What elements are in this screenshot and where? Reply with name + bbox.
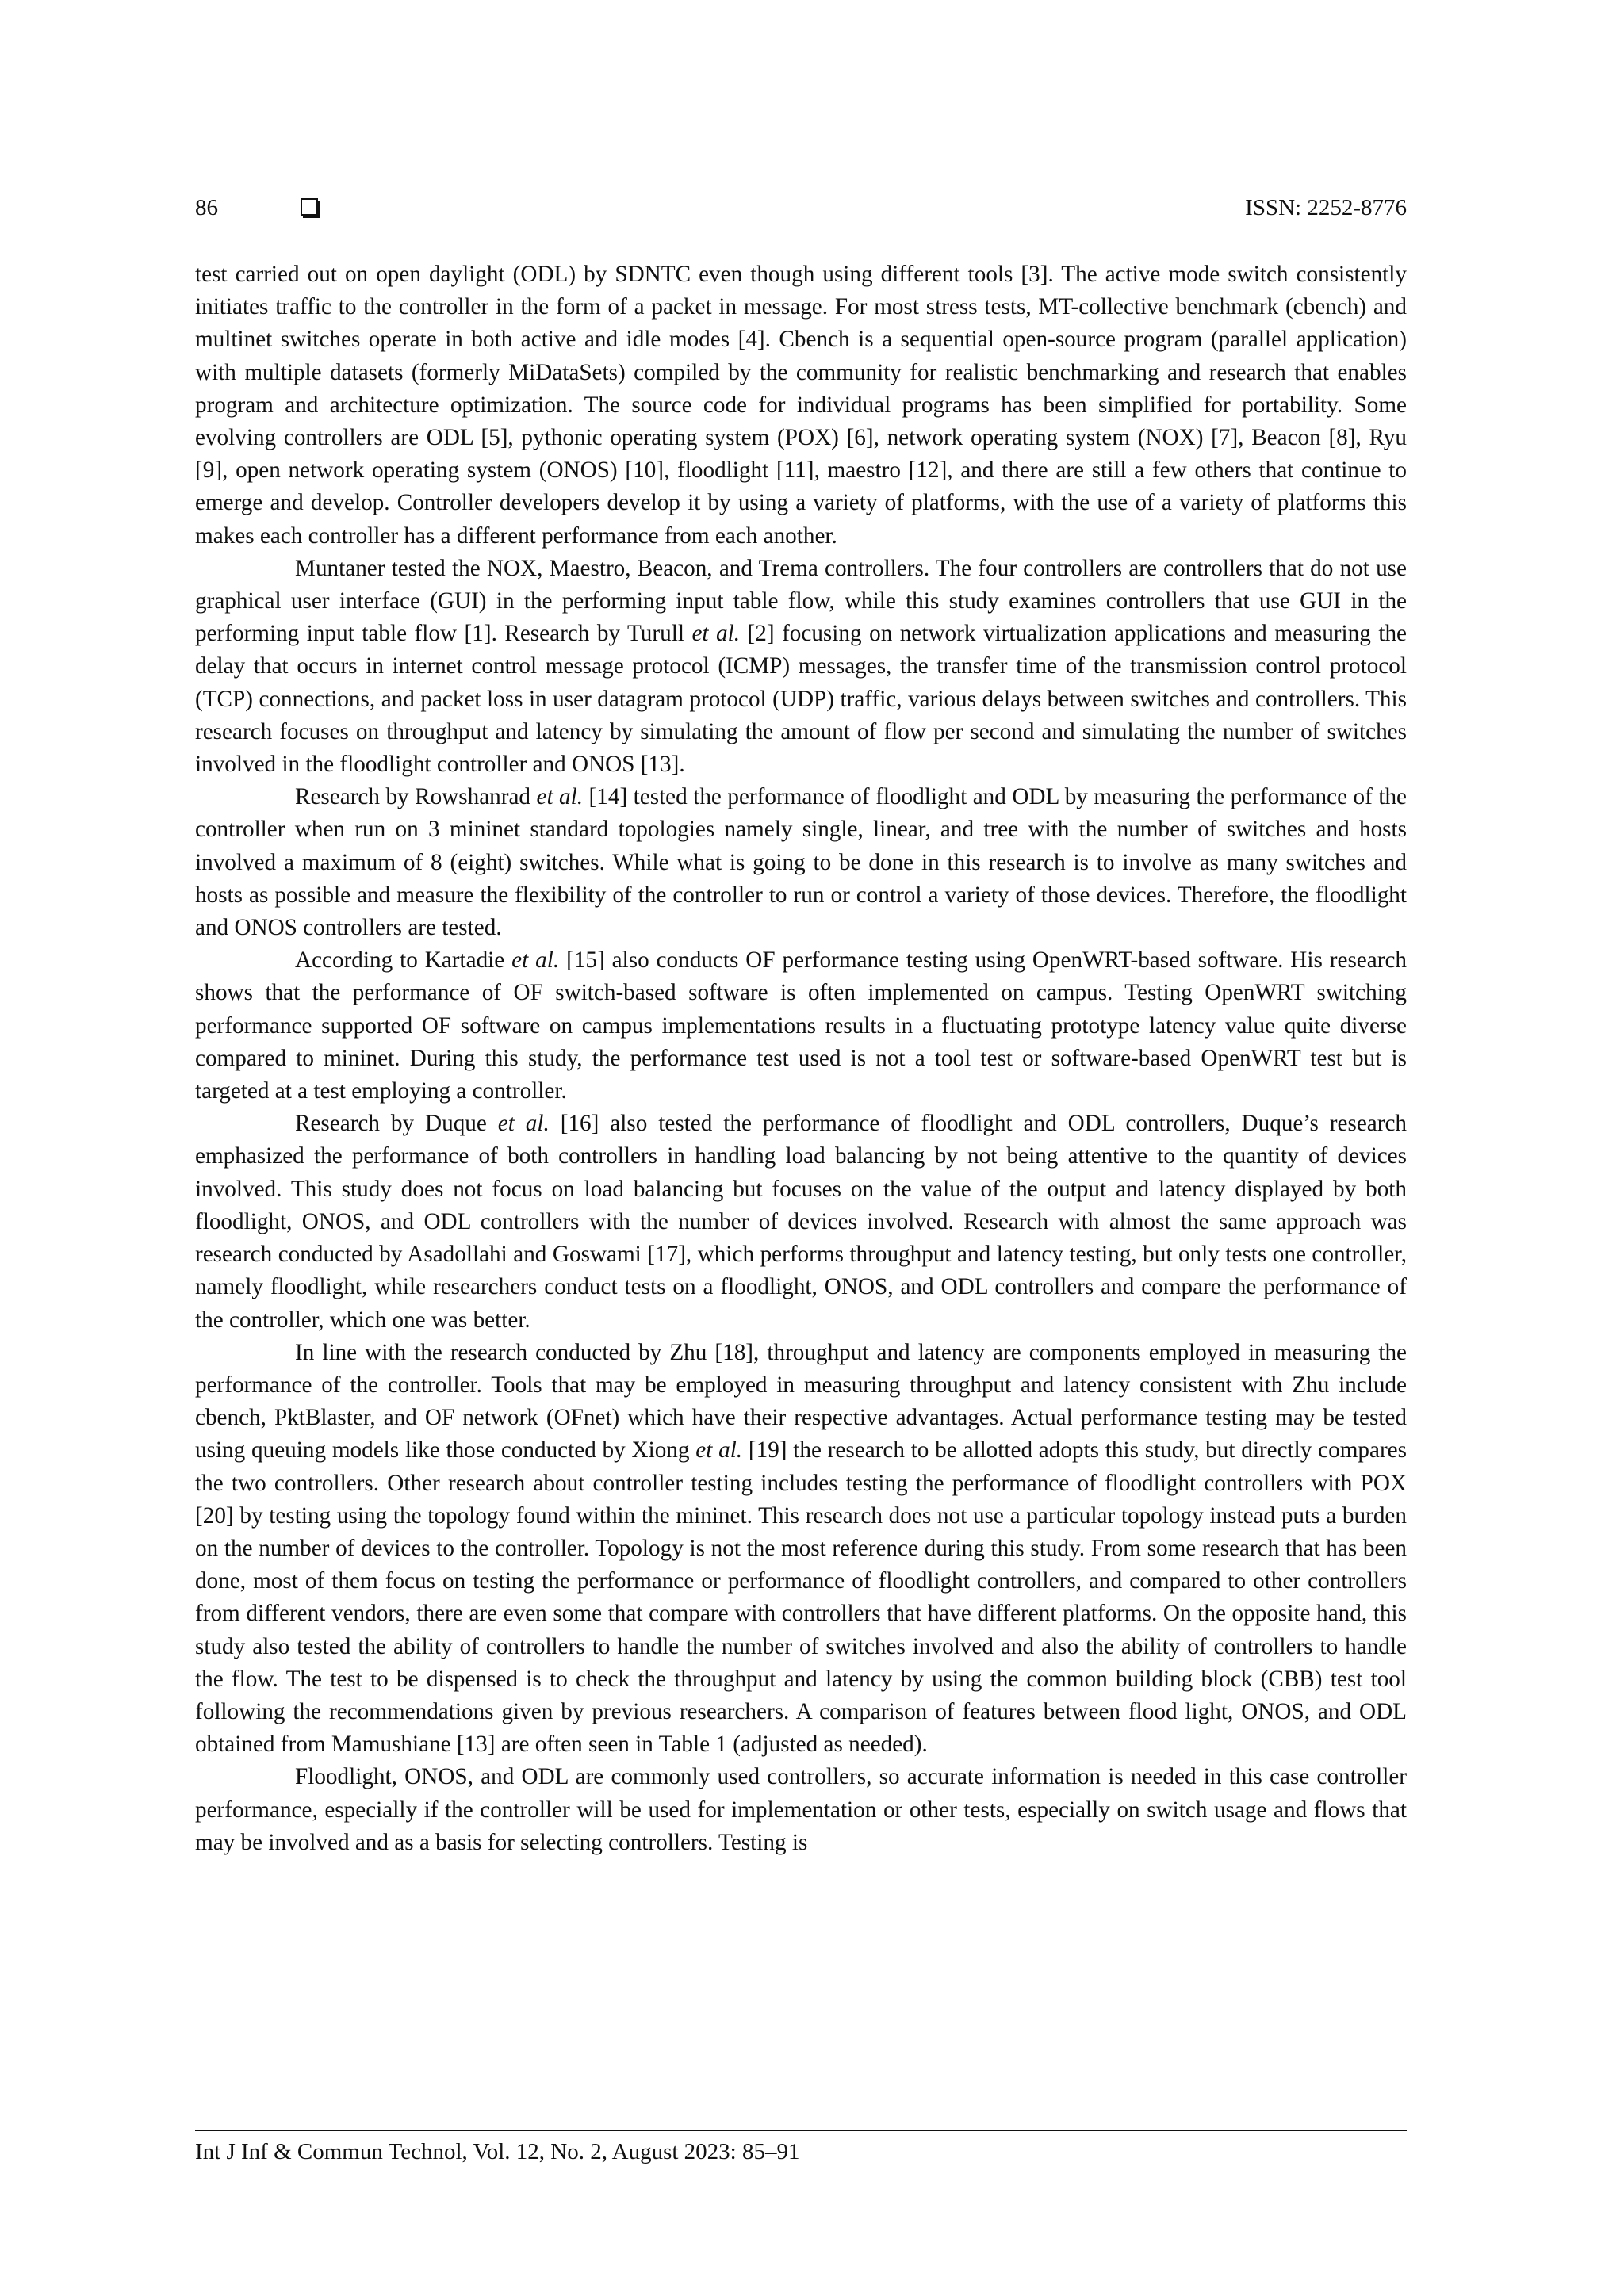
paragraph: Muntaner tested the NOX, Maestro, Beacon, and Trema controllers. The four controllers are controllers that do not use graphical user interface (GUI) in the performing input table flow, while this study examines controllers that use GUI in the performing input table flow [1]. Research by Turull et al. [2] focusing on network virtualization applications and measuring the delay that occurs in internet control message protocol (ICMP) messages, the transfer time of the transmission control protocol (TCP) connections, and packet loss in user datagram protocol (UDP) traffic, various delays between switches and controllers. This research focuses on throughput and latency by simulating the amount of flow per second and simulating the number of switches involved in the floodlight controller and ONOS [13]. <box>195 555 1407 778</box>
paragraph: test carried out on open daylight (ODL) by SDNTC even though using different tools [3]. The active mode switch consistently initiates traffic to the controller in the form of a packet in message. For most stress tests, MT-collective benchmark (cbench) and multinet switches operate in both active and idle modes [4]. Cbench is a sequential open-source program (parallel application) with multiple datasets (formerly MiDataSets) compiled by the community for realistic benchmarking and research that enables program and architecture optimization. The source code for individual programs has been simplified for portability. Some evolving controllers are ODL [5], pythonic operating system (POX) [6], network operating system (NOX) [7], Beacon [8], Ryu [9], open network operating system (ONOS) [10], floodlight [11], maestro [12], and there are still a few others that continue to emerge and develop. Controller developers develop it by using a variety of platforms, with the use of a variety of platforms this makes each controller has a different performance from each another. <box>195 262 1407 549</box>
paragraph: Research by Duque et al. [16] also tested the performance of floodlight and ODL controllers, Duque’s research emphasized the performance of both controllers in handling load balancing by not being attentive to the quantity of devices involved. This study does not focus on load balancing but focuses on the value of the output and latency displayed by both floodlight, ONOS, and ODL controllers with the number of devices involved. Research with almost the same approach was research conducted by Asadollahi and Goswami [17], which performs throughput and latency testing, but only tests one controller, namely floodlight, while researchers conduct tests on a floodlight, ONOS, and ODL controllers and compare the performance of the controller, which one was better. <box>195 1111 1407 1333</box>
footer-citation: Int J Inf & Commun Technol, Vol. 12, No. 2, August 2023: 85–91 <box>195 2139 800 2164</box>
et-al-italic: et al. <box>536 784 584 810</box>
square-icon <box>301 198 318 216</box>
et-al-italic: et al. <box>511 947 560 974</box>
paragraph: In line with the research conducted by Zhu [18], throughput and latency are components employed in measuring the performance of the controller. Tools that may be employed in measuring throughput and latency consistent with Zhu include cbench, PktBlaster, and OF network (OFnet) which have their respective advantages. Actual performance testing may be tested using queuing models like those conducted by Xiong et al. [19] the research to be allotted adopts this study, but directly compares the two controllers. Other research about controller testing includes testing the performance of floodlight controllers with POX [20] by testing using the topology found within the mininet. This research does not use a particular topology instead puts a burden on the number of devices to the controller. Topology is not the most reference during this study. From some research that has been done, most of them focus on testing the performance or performance of floodlight controllers, and compared to other controllers from different vendors, there are even some that compare with controllers that have different platforms. On the opposite hand, this study also tested the ability of controllers to handle the number of switches involved and also the ability of controllers to handle the flow. The test to be dispensed is to check the throughput and latency by using the common building block (CBB) test tool following the recommendations given by previous researchers. A comparison of features between flood light, ONOS, and ODL obtained from Mamushiane [13] are often seen in Table 1 (adjusted as needed). <box>195 1339 1407 1758</box>
page-number: 86 <box>195 195 218 220</box>
paragraph: According to Kartadie et al. [15] also conducts OF performance testing using OpenWRT-based software. His research shows that the performance of OF switch-based software is often implemented on campus. Testing OpenWRT switching performance supported OF software on campus implementations results in a fluctuating prototype latency value quite diverse compared to mininet. During this study, the performance test used is not a tool test or software-based OpenWRT test but is targeted at a test employing a controller. <box>195 947 1407 1104</box>
footer-divider <box>195 2130 1407 2131</box>
et-al-italic: et al. <box>497 1111 550 1137</box>
et-al-italic: et al. <box>691 621 741 647</box>
paragraph: Research by Rowshanrad et al. [14] tested the performance of floodlight and ODL by measuring the performance of the controller when run on 3 mininet standard topologies namely single, linear, and tree with the number of switches and hosts involved a maximum of 8 (eight) switches. While what is going to be done in this research is to involve as many switches and hosts as possible and measure the flexibility of the controller to run or control a variety of those devices. Therefore, the floodlight and ONOS controllers are tested. <box>195 784 1407 941</box>
et-al-italic: et al. <box>695 1437 743 1464</box>
body-text <box>195 258 1407 1859</box>
paragraph: Floodlight, ONOS, and ODL are commonly used controllers, so accurate information is needed in this case controller performance, especially if the controller will be used for implementation or other tests, especially on switch usage and flows that may be involved and as a basis for selecting controllers. Testing is <box>195 1764 1407 1855</box>
page-header <box>195 195 1407 227</box>
issn-label: ISSN: 2252-8776 <box>1245 195 1407 220</box>
